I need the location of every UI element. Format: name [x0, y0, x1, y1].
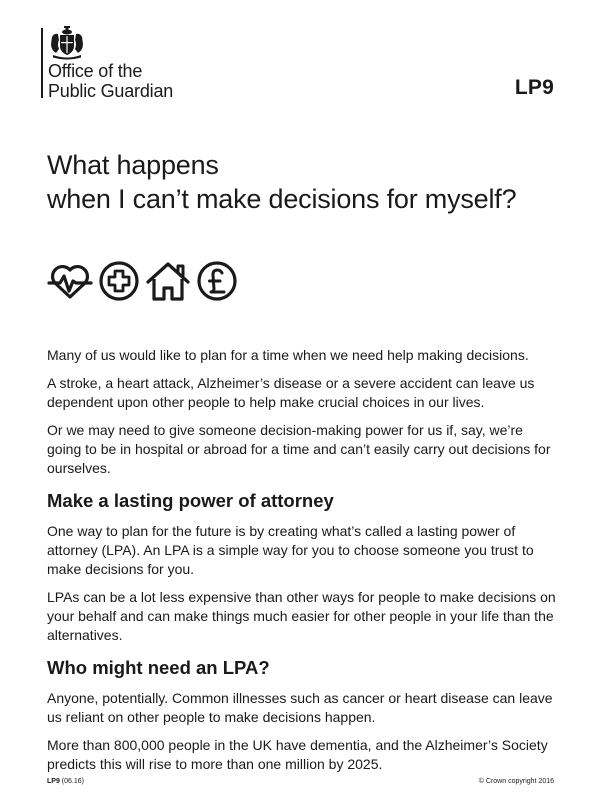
- heartbeat-icon: [47, 260, 93, 302]
- house-icon: [145, 260, 191, 302]
- page-title-line-2: when I can’t make decisions for myself?: [47, 184, 517, 214]
- intro-paragraph-1: Many of us would like to plan for a time when we need help making decisions.: [47, 347, 529, 363]
- main-content: [47, 346, 557, 783]
- page-title-line-1: What happens: [47, 150, 219, 180]
- pound-icon: [194, 260, 240, 302]
- who-paragraph-1: Anyone, potentially. Common illnesses such as cancer or heart disease can leave us reliant on other people to make decisions happen.: [47, 690, 553, 725]
- org-name-line-1: Office of the: [48, 61, 143, 81]
- document-code: LP9: [514, 76, 554, 99]
- intro-paragraph-3: Or we may need to give someone decision-making power for us if, say, we’re going to be in hospital or abroad for a time and can’t easily carry out decisions for ourselves.: [47, 422, 551, 476]
- topic-icons: [47, 260, 240, 302]
- footer-date: (06.16): [61, 778, 84, 785]
- footer-document-code: [47, 778, 84, 785]
- who-paragraph-2: More than 800,000 people in the UK have dementia, and the Alzheimer’s Society predicts this will rise to more than one million by 2025.: [47, 737, 548, 772]
- footer-code: LP9: [47, 778, 60, 785]
- footer-copyright: © Crown copyright 2016: [478, 778, 554, 785]
- org-name-line-2: Public Guardian: [48, 81, 174, 101]
- organisation-name: [48, 61, 173, 101]
- medical-cross-icon: [96, 260, 142, 302]
- royal-coat-of-arms-logo: [47, 24, 87, 60]
- who-heading: Who might need an LPA?: [47, 657, 270, 678]
- lpa-paragraph-2: LPAs can be a lot less expensive than other ways for people to make decisions on your behalf and can make things much easier for other people in your life than the alternatives.: [47, 589, 556, 643]
- intro-paragraph-2: A stroke, a heart attack, Alzheimer’s disease or a severe accident can leave us dependent upon other people to help make crucial choices in our lives.: [47, 375, 535, 410]
- header-divider: [41, 28, 43, 98]
- lpa-paragraph-1: One way to plan for the future is by creating what’s called a lasting power of attorney (LPA). An LPA is a simple way for you to choose someone you trust to make decisions for you.: [47, 523, 534, 577]
- page-title: [47, 148, 516, 216]
- lpa-heading: Make a lasting power of attorney: [47, 490, 334, 511]
